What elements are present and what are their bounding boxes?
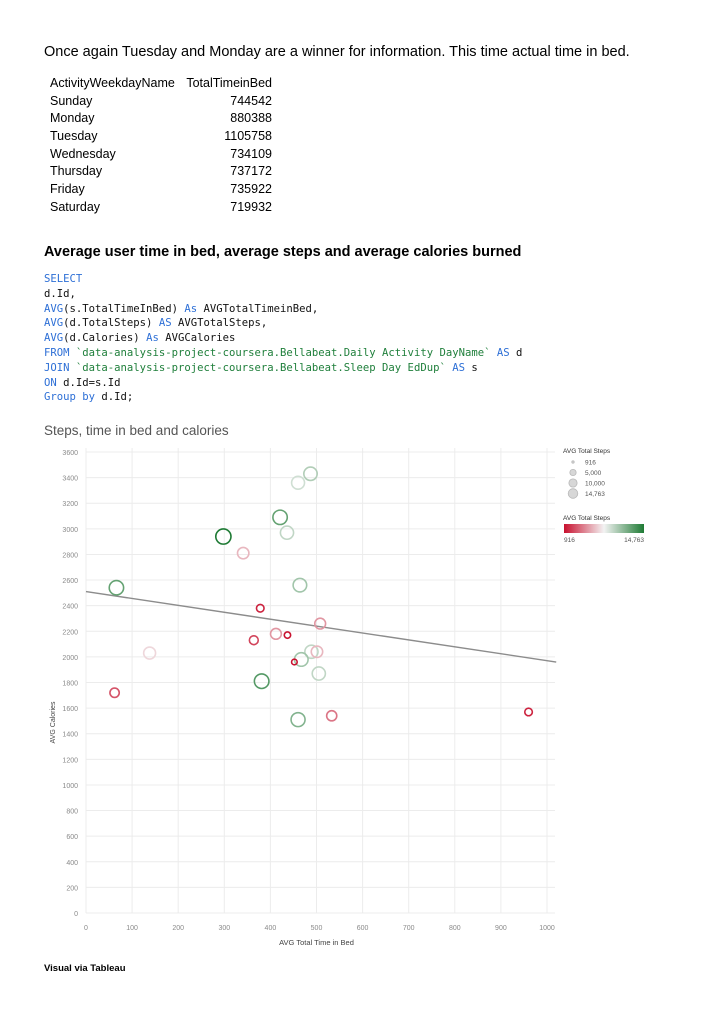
size-legend-marker: [572, 461, 574, 463]
table-row: [46, 109, 276, 127]
data-point: [327, 711, 337, 721]
color-legend-max-label: 14,763: [624, 537, 644, 544]
time-in-bed-cell: 734109: [230, 146, 272, 161]
x-tick-label: 700: [402, 925, 415, 932]
y-tick-label: 1600: [62, 706, 78, 714]
data-point: [292, 476, 305, 489]
data-point: [216, 529, 231, 544]
data-point: [284, 632, 290, 638]
sql-keyword: AVG: [44, 317, 64, 330]
weekday-cell: Monday: [50, 111, 95, 126]
sql-text: d: [509, 346, 523, 359]
scatter-chart: [40, 440, 680, 955]
y-tick-label: 2600: [62, 578, 78, 586]
x-tick-label: 1000: [539, 925, 555, 932]
color-legend-bar: [564, 524, 644, 533]
table-row: [46, 180, 276, 198]
data-point: [312, 667, 325, 680]
weekday-time-in-bed-table: [46, 74, 276, 216]
sql-keyword: AVG: [44, 332, 64, 345]
x-tick-label: 0: [84, 925, 88, 932]
sql-text: d.Id=s.Id: [56, 376, 121, 389]
table-row: [46, 145, 276, 163]
sql-keyword: As: [146, 332, 159, 345]
x-tick-label: 500: [310, 925, 323, 932]
sql-text: AVGTotalTimeinBed,: [197, 302, 319, 315]
y-tick-label: 400: [66, 859, 78, 867]
column-header-weekday: ActivityWeekdayName: [50, 75, 175, 90]
color-legend-min-label: 916: [564, 537, 575, 544]
y-tick-label: 3400: [62, 475, 78, 483]
data-point: [304, 467, 317, 480]
chart-title: Steps, time in bed and calories: [44, 423, 229, 438]
y-axis-title: AVG Calories: [50, 701, 57, 744]
data-point: [109, 581, 123, 595]
data-point: [273, 510, 287, 524]
sql-keyword: AS: [496, 346, 510, 359]
size-legend-marker: [568, 489, 578, 499]
y-tick-label: 3000: [62, 526, 78, 534]
sql-keyword: AS: [158, 317, 172, 330]
x-tick-label: 300: [218, 925, 231, 932]
x-tick-label: 800: [448, 925, 461, 932]
y-tick-label: 1200: [62, 757, 78, 765]
time-in-bed-cell: 744542: [230, 93, 272, 108]
weekday-cell: Thursday: [50, 164, 103, 179]
y-tick-label: 3200: [62, 501, 78, 509]
time-in-bed-cell: 737172: [230, 164, 272, 179]
sql-text: (s.TotalTimeInBed): [63, 302, 185, 315]
y-tick-label: 3600: [62, 450, 78, 457]
color-legend-title: AVG Total Steps: [563, 515, 611, 522]
sql-text: (d.Calories): [63, 332, 147, 345]
size-legend-title: AVG Total Steps: [563, 448, 611, 455]
x-tick-label: 900: [495, 925, 507, 932]
time-in-bed-cell: 1105758: [224, 128, 272, 143]
size-legend-label: 14,763: [585, 491, 605, 498]
sql-keyword: JOIN: [44, 361, 70, 374]
size-legend-label: 10,000: [585, 480, 605, 488]
sql-keyword: As: [184, 302, 198, 315]
y-tick-label: 2000: [62, 654, 78, 662]
data-point: [249, 636, 258, 645]
sql-text: d.Id;: [95, 391, 134, 404]
table-row: [46, 127, 276, 145]
sql-keyword: SELECT: [44, 273, 83, 285]
sql-text: d.Id,: [44, 287, 76, 300]
weekday-cell: Tuesday: [50, 128, 98, 143]
y-tick-label: 600: [66, 834, 78, 842]
table-row: [46, 198, 276, 216]
y-tick-label: 800: [66, 808, 78, 816]
data-point: [525, 708, 533, 716]
table-row: [46, 92, 276, 110]
x-tick-label: 100: [126, 925, 138, 932]
data-point: [271, 628, 282, 639]
sql-text: (d.TotalSteps): [63, 317, 159, 330]
size-legend-label: 5,000: [585, 470, 602, 477]
sql-text: s: [465, 361, 478, 374]
y-tick-label: 1000: [62, 782, 78, 790]
footer-note: Visual via Tableau: [44, 963, 126, 974]
section-heading: Average user time in bed, average steps and average calories burned: [44, 244, 522, 260]
trend-line: [86, 592, 556, 662]
data-point: [291, 713, 305, 727]
y-tick-label: 2800: [62, 552, 78, 560]
sql-table-name: `data-analysis-project-coursera.Bellabeat.Daily Activity DayName`: [75, 346, 491, 359]
x-tick-label: 400: [264, 925, 277, 932]
size-legend-marker: [569, 479, 577, 487]
time-in-bed-cell: 719932: [230, 199, 272, 214]
weekday-cell: Wednesday: [50, 146, 116, 161]
sql-keyword: AVG: [44, 302, 64, 315]
sql-keyword: ON: [44, 376, 57, 389]
y-tick-label: 200: [66, 885, 78, 893]
column-header-total-time-in-bed: TotalTimeinBed: [186, 75, 272, 90]
table-header-row: [46, 74, 276, 92]
x-axis-title: AVG Total Time in Bed: [279, 938, 354, 947]
x-tick-label: 600: [356, 925, 369, 932]
y-tick-label: 2400: [62, 603, 78, 611]
sql-table-name: `data-analysis-project-coursera.Bellabeat.Sleep Day EdDup`: [75, 361, 446, 374]
data-point: [237, 547, 248, 558]
sql-text: AVGCalories: [158, 332, 236, 345]
y-tick-label: 1800: [62, 680, 78, 688]
x-tick-label: 200: [172, 925, 185, 932]
weekday-cell: Saturday: [50, 199, 101, 214]
y-tick-label: 0: [74, 911, 78, 918]
data-point: [280, 526, 293, 539]
sql-keyword: Group by: [44, 391, 96, 404]
time-in-bed-cell: 880388: [230, 111, 272, 126]
y-tick-label: 2200: [62, 629, 78, 637]
time-in-bed-cell: 735922: [230, 181, 272, 196]
sql-code-block: [44, 272, 522, 405]
sql-keyword: FROM: [44, 346, 70, 359]
size-legend-marker: [570, 469, 576, 475]
data-point: [254, 674, 269, 689]
size-legend-label: 916: [585, 459, 596, 467]
weekday-cell: Sunday: [50, 93, 93, 108]
data-point: [110, 688, 119, 697]
table-row: [46, 162, 276, 180]
sql-text: AVGTotalSteps,: [171, 317, 268, 330]
y-tick-label: 1400: [62, 731, 78, 739]
intro-paragraph: Once again Tuesday and Monday are a winner for information. This time actual time in bed.: [44, 44, 630, 60]
weekday-cell: Friday: [50, 181, 85, 196]
sql-keyword: AS: [452, 361, 465, 374]
